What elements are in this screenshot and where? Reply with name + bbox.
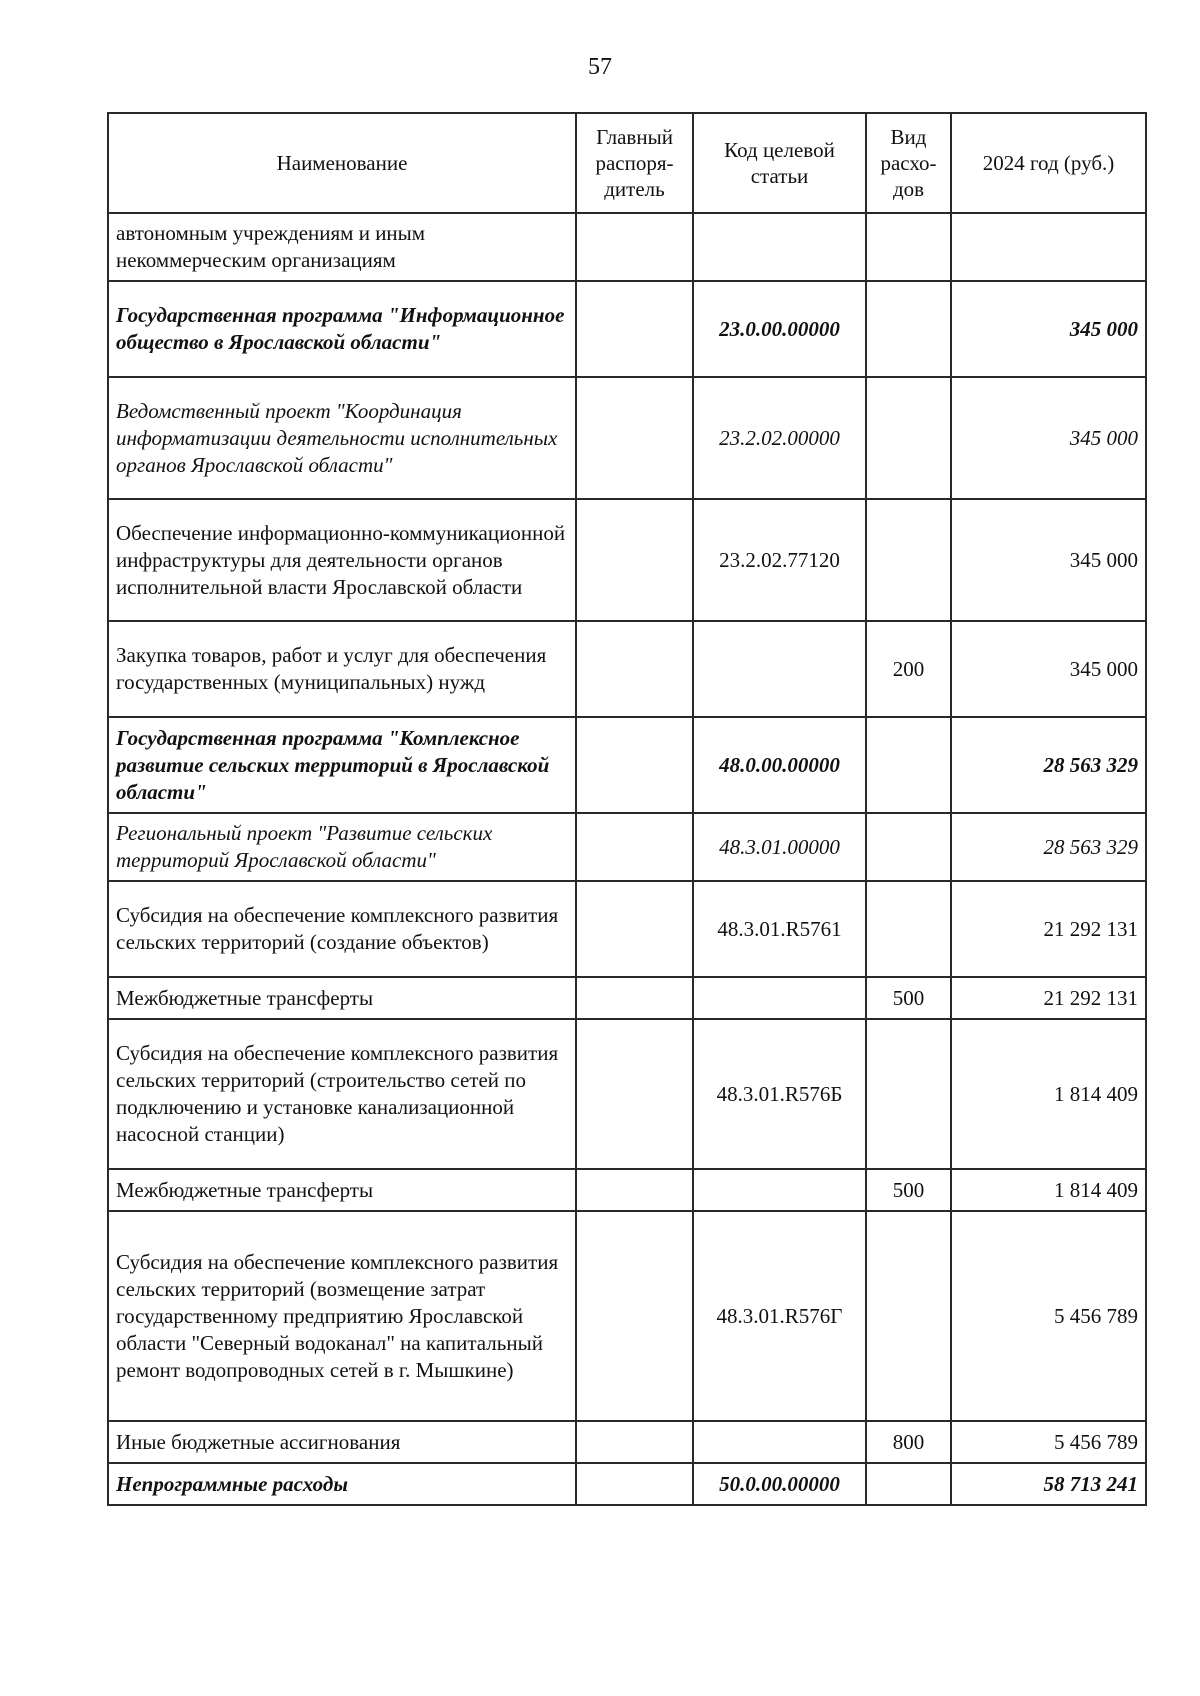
cell-kind [866, 1211, 951, 1421]
cell-admin [576, 717, 693, 813]
table-row [108, 1169, 1146, 1211]
cell-code: 48.3.01.R576Г [693, 1211, 866, 1421]
cell-admin [576, 1169, 693, 1211]
table-row [108, 621, 1146, 717]
header-amount: 2024 год (руб.) [951, 113, 1146, 213]
cell-kind [866, 1019, 951, 1169]
cell-admin [576, 281, 693, 377]
cell-kind [866, 213, 951, 281]
cell-name: автономным учреждениям и иным некоммерческим организациям [108, 213, 576, 281]
cell-name: Субсидия на обеспечение комплексного развития сельских территорий (строительство сетей по подключению и установке канализационной насосной станции) [108, 1019, 576, 1169]
cell-code [693, 1169, 866, 1211]
cell-admin [576, 813, 693, 881]
cell-admin [576, 377, 693, 499]
cell-kind: 200 [866, 621, 951, 717]
cell-kind [866, 281, 951, 377]
cell-amount: 58 713 241 [951, 1463, 1146, 1505]
cell-code [693, 977, 866, 1019]
cell-name: Ведомственный проект "Координация информатизации деятельности исполнительных органов Ярославской области" [108, 377, 576, 499]
cell-kind [866, 499, 951, 621]
cell-admin [576, 977, 693, 1019]
cell-name: Межбюджетные трансферты [108, 1169, 576, 1211]
cell-name: Обеспечение информационно-коммуникационной инфраструктуры для деятельности органов исполнительной власти Ярославской области [108, 499, 576, 621]
cell-code [693, 621, 866, 717]
cell-code [693, 1421, 866, 1463]
cell-code: 23.0.00.00000 [693, 281, 866, 377]
cell-name: Закупка товаров, работ и услуг для обеспечения государственных (муниципальных) нужд [108, 621, 576, 717]
table-row [108, 1463, 1146, 1505]
cell-admin [576, 1463, 693, 1505]
cell-code: 23.2.02.77120 [693, 499, 866, 621]
table-row [108, 1019, 1146, 1169]
cell-amount: 345 000 [951, 377, 1146, 499]
cell-admin [576, 1019, 693, 1169]
cell-amount [951, 213, 1146, 281]
table-row [108, 213, 1146, 281]
cell-admin [576, 621, 693, 717]
cell-admin [576, 213, 693, 281]
cell-name: Иные бюджетные ассигнования [108, 1421, 576, 1463]
header-admin: Главный распоря-дитель [576, 113, 693, 213]
cell-admin [576, 1211, 693, 1421]
table-row [108, 377, 1146, 499]
cell-name: Субсидия на обеспечение комплексного развития сельских территорий (возмещение затрат государственному предприятию Ярославской области "Северный водоканал" на капитальный ремонт водопроводных сетей в г. Мышкине) [108, 1211, 576, 1421]
cell-amount: 345 000 [951, 499, 1146, 621]
table-row [108, 1421, 1146, 1463]
cell-code [693, 213, 866, 281]
header-kind: Вид расхо-дов [866, 113, 951, 213]
table-header-row [108, 113, 1146, 213]
table-row [108, 717, 1146, 813]
cell-name: Субсидия на обеспечение комплексного развития сельских территорий (создание объектов) [108, 881, 576, 977]
header-code: Код целевой статьи [693, 113, 866, 213]
table-row [108, 1211, 1146, 1421]
cell-code: 50.0.00.00000 [693, 1463, 866, 1505]
cell-amount: 1 814 409 [951, 1019, 1146, 1169]
cell-kind [866, 813, 951, 881]
cell-amount: 5 456 789 [951, 1211, 1146, 1421]
table-row [108, 813, 1146, 881]
cell-amount: 28 563 329 [951, 813, 1146, 881]
cell-kind: 500 [866, 977, 951, 1019]
cell-amount: 345 000 [951, 281, 1146, 377]
cell-kind [866, 881, 951, 977]
cell-amount: 5 456 789 [951, 1421, 1146, 1463]
cell-name: Государственная программа "Комплексное развитие сельских территорий в Ярославской области" [108, 717, 576, 813]
cell-name: Межбюджетные трансферты [108, 977, 576, 1019]
cell-amount: 21 292 131 [951, 881, 1146, 977]
table-row [108, 499, 1146, 621]
cell-code: 48.3.01.00000 [693, 813, 866, 881]
cell-code: 48.0.00.00000 [693, 717, 866, 813]
table-row [108, 281, 1146, 377]
cell-admin [576, 881, 693, 977]
cell-amount: 345 000 [951, 621, 1146, 717]
cell-admin [576, 499, 693, 621]
cell-kind: 800 [866, 1421, 951, 1463]
page-number: 57 [588, 54, 612, 80]
budget-table [107, 112, 1147, 1506]
cell-kind [866, 717, 951, 813]
cell-admin [576, 1421, 693, 1463]
cell-code: 48.3.01.R576Б [693, 1019, 866, 1169]
cell-code: 48.3.01.R5761 [693, 881, 866, 977]
cell-amount: 1 814 409 [951, 1169, 1146, 1211]
cell-name: Непрограммные расходы [108, 1463, 576, 1505]
table-body [108, 213, 1146, 1505]
header-name: Наименование [108, 113, 576, 213]
cell-kind: 500 [866, 1169, 951, 1211]
table-row [108, 977, 1146, 1019]
cell-amount: 28 563 329 [951, 717, 1146, 813]
cell-name: Государственная программа "Информационное общество в Ярославской области" [108, 281, 576, 377]
cell-kind [866, 377, 951, 499]
cell-name: Региональный проект "Развитие сельских территорий Ярославской области" [108, 813, 576, 881]
cell-code: 23.2.02.00000 [693, 377, 866, 499]
table-row [108, 881, 1146, 977]
cell-kind [866, 1463, 951, 1505]
cell-amount: 21 292 131 [951, 977, 1146, 1019]
